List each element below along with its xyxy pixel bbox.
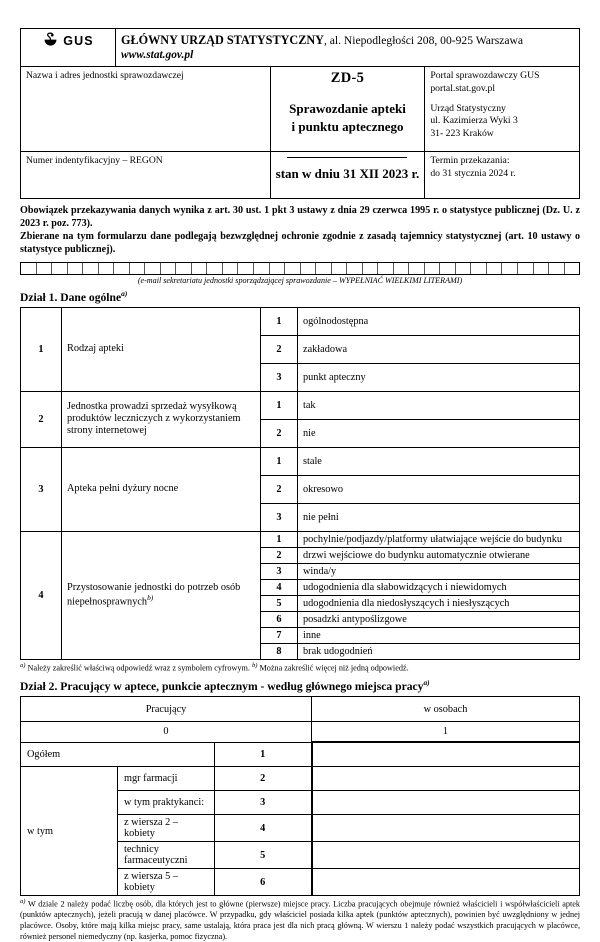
email-char-cell[interactable] — [192, 263, 208, 274]
gus-logo — [42, 32, 93, 49]
section-1-option-number[interactable]: 3 — [261, 363, 298, 391]
section-1-option-label[interactable]: nie — [298, 419, 580, 447]
section-2-row-number: 5 — [215, 842, 312, 869]
form-header-table — [20, 28, 580, 199]
section-2-row-label: w tym praktykanci: — [118, 791, 215, 815]
section-2-footnote — [20, 898, 580, 942]
portal-info-cell — [425, 67, 580, 152]
section-2-value-input[interactable] — [312, 767, 580, 791]
email-char-cell[interactable] — [518, 263, 534, 274]
section-1-row-label: Jednostka prowadzi sprzedaż wysyłkową produktów leczniczych z wykorzystaniem strony internetowej — [62, 391, 261, 447]
email-char-cell[interactable] — [456, 263, 472, 274]
section-1-option-number[interactable]: 2 — [261, 335, 298, 363]
email-char-cell[interactable] — [363, 263, 379, 274]
footnote-b-text: Można zakreślić więcej niż jedną odpowiedź. — [257, 663, 409, 673]
section-1-option-number[interactable]: 3 — [261, 503, 298, 531]
row-footnote-marker: b) — [147, 593, 154, 603]
section-1-option-label[interactable]: nie pełni — [298, 503, 580, 531]
section-2-row-label: mgr farmacji — [118, 767, 215, 791]
email-char-cell[interactable] — [238, 263, 254, 274]
signature-rule — [287, 157, 407, 158]
as-of-date-cell — [270, 152, 425, 199]
section-1-option-label[interactable]: udogodnienia dla słabowidzących i niewidomych — [298, 579, 580, 595]
section-1-title: Dział 1. Dane ogólne — [20, 290, 122, 304]
email-char-cell[interactable] — [83, 263, 99, 274]
organization-name-line — [121, 32, 574, 48]
section-2-row-label: z wiersza 5 – kobiety — [118, 869, 215, 896]
email-char-cell[interactable] — [425, 263, 441, 274]
section-2-value-input[interactable] — [312, 791, 580, 815]
email-char-cell[interactable] — [378, 263, 394, 274]
legal-paragraph-2: Zbierane na tym formularzu dane podlegają bezwzględnej ochronie zgodnie z zasadą tajemnicy statystycznej (art. 10 ustawy o statystyce publicznej). — [20, 231, 580, 256]
deadline-date: do 31 stycznia 2024 r. — [430, 167, 516, 179]
section-2-footnote-text: W dziale 2 należy podać liczbę osób, dla których jest to główne (pierwsze) miejsce pracy. Liczba pracujących obejmuje również właścicieli i współwłaścicieli aptek (punktów aptecznych), jeżeli pracują w danej placówce. W przypadku, gdy właściciel posiada kilka aptek (punktów aptecznych), powinien być uwzględniony w jednej placówce. Osoby, które mają kilka miejsc pracy, same ustalają, która praca jest dla nich pracą główną. W wierszu 1 należy podać wszystkich pracujących w placówce, również personel niemedyczny (np. kasjerka, pomoc fizyczna). — [20, 899, 580, 941]
email-char-cell[interactable] — [176, 263, 192, 274]
office-city: 31- 223 Kraków — [430, 127, 494, 139]
form-identity-cell — [270, 67, 425, 152]
section-1-option-number[interactable]: 6 — [261, 611, 298, 627]
section-1-table — [20, 307, 580, 660]
section-2-row-number: 6 — [215, 869, 312, 896]
section-1-option-number[interactable]: 3 — [261, 563, 298, 579]
email-char-cell[interactable] — [534, 263, 550, 274]
email-char-cell[interactable] — [285, 263, 301, 274]
section-1-option-number[interactable]: 8 — [261, 643, 298, 659]
section-2-value-input[interactable] — [312, 815, 580, 842]
section-1-option-number[interactable]: 1 — [261, 447, 298, 475]
office-name: Urząd Statystyczny — [430, 102, 506, 114]
section-1-option-number[interactable]: 2 — [261, 419, 298, 447]
gus-mortar-icon — [42, 32, 59, 49]
section-1-option-row — [21, 307, 580, 335]
section-2-col-number-left: 0 — [21, 722, 312, 743]
section-2-header-row — [21, 697, 580, 722]
section-1-option-label[interactable]: ogólnodostępna — [298, 307, 580, 335]
section-2-row-label: z wiersza 2 – kobiety — [118, 815, 215, 842]
email-char-cell[interactable] — [409, 263, 425, 274]
email-char-cell[interactable] — [565, 263, 580, 274]
section-2-row-label: technicy farmaceutyczni — [118, 842, 215, 869]
email-char-cell[interactable] — [549, 263, 565, 274]
section-1-footnote-marker: a) — [121, 288, 128, 298]
section-1-option-row — [21, 447, 580, 475]
header-unit-row — [21, 67, 580, 152]
section-2-footnote-marker: a) — [423, 678, 430, 688]
organization-name: GŁÓWNY URZĄD STATYSTYCZNY — [121, 33, 324, 47]
section-2-row-number: 2 — [215, 767, 312, 791]
office-street: ul. Kazimierza Wyki 3 — [430, 115, 518, 127]
section-1-option-number[interactable]: 5 — [261, 595, 298, 611]
section-1-row-number: 1 — [21, 307, 62, 391]
section-1-option-label[interactable]: brak udogodnień — [298, 643, 580, 659]
section-1-option-number[interactable]: 1 — [261, 307, 298, 335]
legal-notice — [20, 205, 580, 257]
section-1-option-label[interactable]: zakładowa — [298, 335, 580, 363]
section-1-option-label[interactable]: udogodnienia dla niedosłyszących i niesłyszących — [298, 595, 580, 611]
section-1-option-row — [21, 531, 580, 547]
section-2-group-label: w tym — [21, 767, 118, 896]
email-char-cell[interactable] — [21, 263, 37, 274]
section-1-option-number[interactable]: 1 — [261, 391, 298, 419]
section-1-option-label[interactable]: inne — [298, 627, 580, 643]
email-char-cell[interactable] — [347, 263, 363, 274]
header-regon-row — [21, 152, 580, 199]
email-char-cell[interactable] — [332, 263, 348, 274]
section-2-data-row — [21, 742, 580, 767]
section-2-row-number: 1 — [215, 742, 312, 767]
gus-logo-text: GUS — [63, 33, 94, 48]
portal-block — [430, 70, 574, 95]
email-char-cell[interactable] — [37, 263, 53, 274]
footnote-b-marker: b) — [251, 661, 258, 669]
section-2-row-number: 3 — [215, 791, 312, 815]
email-char-cell[interactable] — [394, 263, 410, 274]
email-char-cell[interactable] — [440, 263, 456, 274]
deadline-label: Termin przekazania: — [430, 155, 510, 167]
email-char-cell[interactable] — [223, 263, 239, 274]
statistical-office-block — [430, 103, 574, 141]
email-char-cell[interactable] — [99, 263, 115, 274]
section-1-option-label[interactable]: okresowo — [298, 475, 580, 503]
email-char-cell[interactable] — [254, 263, 270, 274]
section-1-heading — [20, 289, 580, 304]
section-2-data-row — [21, 767, 580, 791]
email-char-cell[interactable] — [502, 263, 518, 274]
section-1-option-number[interactable]: 2 — [261, 475, 298, 503]
section-2-row-label: Ogółem — [21, 742, 215, 767]
section-1-option-number[interactable]: 7 — [261, 627, 298, 643]
email-char-cell[interactable] — [145, 263, 161, 274]
form-title — [276, 100, 420, 135]
form-title-line-1: Sprawozdanie apteki — [289, 101, 406, 117]
header-org-row — [21, 29, 580, 67]
email-char-cell[interactable] — [161, 263, 177, 274]
form-code: ZD-5 — [330, 70, 365, 87]
section-1-option-label[interactable]: winda/y — [298, 563, 580, 579]
section-2-col-header-right: w osobach — [312, 697, 580, 722]
section-2-col-header-left: Pracujący — [21, 697, 312, 722]
email-char-cell[interactable] — [68, 263, 84, 274]
section-2-value-input[interactable] — [312, 842, 580, 869]
email-char-cell[interactable] — [316, 263, 332, 274]
section-1-footnotes — [20, 662, 580, 674]
section-1-option-label[interactable]: posadzki antypoślizgowe — [298, 611, 580, 627]
reporting-unit-field[interactable]: Nazwa i adres jednostki sprawozdawczej — [21, 67, 271, 152]
organization-cell — [116, 29, 580, 67]
section-1-option-label[interactable]: tak — [298, 391, 580, 419]
legal-paragraph-1: Obowiązek przekazywania danych wynika z art. 30 ust. 1 pkt 3 ustawy z dnia 29 czerwca 1995 r. o statystyce publicznej (Dz. U. z 2023 r. poz. 773). — [20, 205, 580, 230]
regon-field[interactable]: Numer indentyfikacyjny – REGON — [21, 152, 271, 199]
section-1-option-number[interactable]: 4 — [261, 579, 298, 595]
section-1-option-number[interactable]: 1 — [261, 531, 298, 547]
section-1-row-label: Przystosowanie jednostki do potrzeb osób niepełnosprawnych$^{b)}$ — [62, 531, 261, 659]
section-1-option-label[interactable]: drzwi wejściowe do budynku automatycznie otwierane — [298, 547, 580, 563]
portal-label: Portal sprawozdawczy GUS — [430, 70, 540, 82]
section-1-option-label[interactable]: pochylnie/podjazdy/platformy ułatwiające wejście do budynku — [298, 531, 580, 547]
portal-url[interactable]: portal.stat.gov.pl — [430, 82, 496, 94]
email-char-cell[interactable] — [301, 263, 317, 274]
section-2-column-number-row — [21, 722, 580, 743]
section-1-option-row — [21, 391, 580, 419]
footnote-a-text: Należy zakreślić właściwą odpowiedź wraz z symbolem cyfrowym. — [25, 663, 252, 673]
section-1-row-number: 3 — [21, 447, 62, 531]
email-caption: (e-mail sekretariatu jednostki sporządzającej sprawozdanie – WYPEŁNIAĆ WIELKIMI LITERAMI) — [137, 275, 463, 285]
section-2-footnote-a-marker: a) — [20, 898, 26, 906]
email-char-cell[interactable] — [270, 263, 286, 274]
section-2-value-input[interactable] — [312, 869, 580, 896]
email-char-cell[interactable] — [487, 263, 503, 274]
section-1-row-number: 2 — [21, 391, 62, 447]
deadline-cell — [425, 152, 580, 199]
section-2-table — [20, 696, 580, 896]
email-char-cell[interactable] — [114, 263, 130, 274]
email-char-cell[interactable] — [207, 263, 223, 274]
section-1-option-label[interactable]: stale — [298, 447, 580, 475]
footnote-a-marker: a) — [20, 661, 26, 669]
form-title-line-2: i punktu aptecznego — [291, 118, 404, 134]
email-char-cell[interactable] — [471, 263, 487, 274]
section-1-row-label: Apteka pełni dyżury nocne — [62, 447, 261, 531]
section-2-value-input[interactable] — [312, 742, 580, 767]
organization-website: www.stat.gov.pl — [121, 49, 194, 62]
section-1-row-number: 4 — [21, 531, 62, 659]
section-1-option-label[interactable]: punkt apteczny — [298, 363, 580, 391]
section-2-col-number-right: 1 — [312, 722, 580, 743]
email-char-cell[interactable] — [52, 263, 68, 274]
as-of-date: stan w dniu 31 XII 2023 r. — [275, 166, 420, 182]
section-2-heading — [20, 678, 580, 693]
section-2-row-number: 4 — [215, 815, 312, 842]
email-input[interactable] — [20, 262, 580, 275]
section-1-row-label: Rodzaj apteki — [62, 307, 261, 391]
gus-logo-cell — [21, 29, 116, 67]
email-field-wrapper — [20, 262, 580, 285]
organization-address: , al. Niepodległości 208, 00-925 Warszawa — [323, 34, 524, 47]
section-1-option-number[interactable]: 2 — [261, 547, 298, 563]
section-2-title: Dział 2. Pracujący w aptece, punkcie aptecznym - według głównego miejsca pracy — [20, 680, 424, 694]
email-char-cell[interactable] — [130, 263, 146, 274]
